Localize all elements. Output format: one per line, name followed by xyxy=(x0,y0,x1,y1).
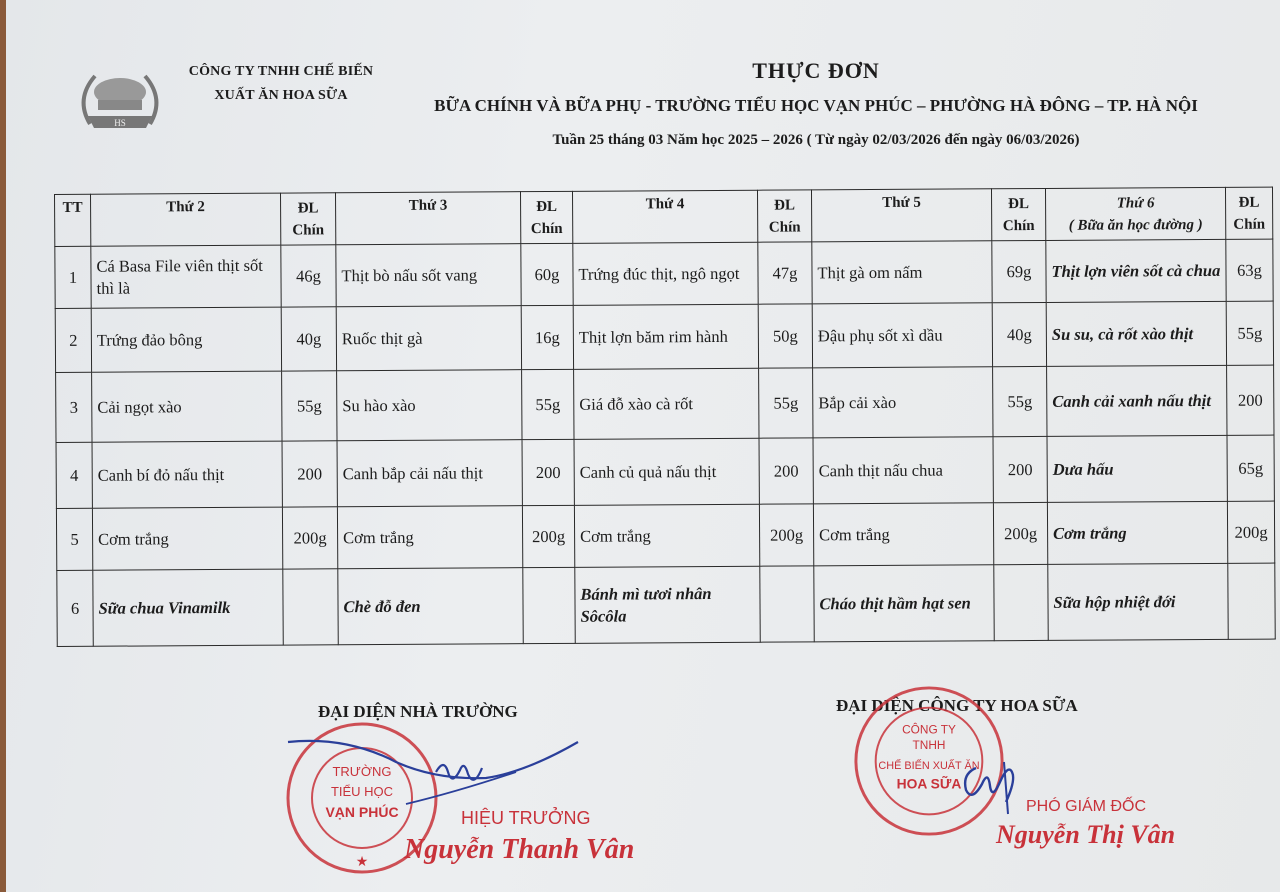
weight-thu3: 200g xyxy=(522,505,574,567)
header-dl xyxy=(757,190,811,242)
menu-document xyxy=(6,0,1280,892)
deputy-director-role: PHÓ GIÁM ĐỐC xyxy=(1026,798,1147,815)
dish-thu2: Trứng đảo bông xyxy=(91,307,281,372)
weight-thu2 xyxy=(283,569,338,645)
header-tt: TT xyxy=(55,194,91,246)
dish-thu5: Cháo thịt hầm hạt sen xyxy=(814,565,994,642)
company-logo-icon xyxy=(70,64,170,136)
dish-thu4: Canh củ quả nấu thịt xyxy=(574,438,759,505)
dish-thu3: Canh bắp cải nấu thịt xyxy=(337,440,522,507)
dish-thu4: Bánh mì tươi nhân Sôcôla xyxy=(575,566,760,643)
header-dl-line2: Chín xyxy=(1002,217,1035,234)
dish-thu2: Cải ngọt xào xyxy=(92,371,282,442)
header-thu6 xyxy=(1045,187,1225,240)
dish-thu6: Canh cải xanh nấu thịt xyxy=(1047,365,1227,436)
dish-thu5: Bắp cải xào xyxy=(813,367,993,438)
header-thu4: Thứ 4 xyxy=(572,190,757,243)
principal-signature-icon xyxy=(286,732,586,812)
dish-thu2: Cá Basa File viên thịt sốt thì là xyxy=(91,245,281,308)
weight-thu6: 63g xyxy=(1226,239,1273,301)
school-stamp-line-2: TIỂU HỌC xyxy=(330,784,394,799)
row-number: 2 xyxy=(55,308,91,372)
header-thu5: Thứ 5 xyxy=(811,189,991,242)
dish-thu3: Chè đỗ đen xyxy=(338,568,523,645)
company-line-2: XUẤT ĂN HOA SỮA xyxy=(214,88,348,103)
header-dl xyxy=(520,191,572,243)
row-number: 4 xyxy=(56,442,92,508)
header-dl-line2: Chín xyxy=(292,221,325,239)
dish-thu6: Thịt lợn viên sốt cà chua xyxy=(1046,239,1226,302)
table-row xyxy=(56,435,1274,508)
company-stamp-line-4: HOA SỮA xyxy=(896,775,962,792)
weight-thu2: 40g xyxy=(281,307,336,371)
school-representative-title: ĐẠI DIỆN NHÀ TRƯỜNG xyxy=(318,702,518,721)
weight-thu2: 55g xyxy=(282,371,337,441)
dish-thu6: Sữa hộp nhiệt đới xyxy=(1048,563,1228,640)
weight-thu3 xyxy=(523,567,575,643)
row-number: 3 xyxy=(56,372,92,442)
header-dl-line1: ĐL xyxy=(774,196,796,214)
dish-thu2: Cơm trắng xyxy=(92,507,282,570)
school-stamp-line-3: VẠN PHÚC xyxy=(325,804,399,820)
row-number: 6 xyxy=(57,570,93,646)
header-dl-line1: ĐL xyxy=(1238,194,1260,211)
dish-thu2: Sữa chua Vinamilk xyxy=(93,569,283,646)
dish-thu5: Cơm trắng xyxy=(813,503,993,566)
header-thu3: Thứ 3 xyxy=(335,192,520,245)
dish-thu4: Trứng đúc thịt, ngô ngọt xyxy=(573,242,758,305)
header-dl-line2: Chín xyxy=(768,218,801,236)
dish-thu5: Canh thịt nấu chua xyxy=(813,437,993,504)
weight-thu5: 40g xyxy=(992,302,1046,366)
table-row xyxy=(57,563,1275,646)
weight-thu6: 65g xyxy=(1227,435,1274,501)
table-row xyxy=(56,501,1274,570)
header-dl xyxy=(280,193,335,245)
table-row xyxy=(56,365,1274,442)
deputy-director-name: Nguyễn Thị Vân xyxy=(996,820,1176,849)
row-number: 1 xyxy=(55,246,91,308)
header-dl-line1: ĐL xyxy=(1008,195,1030,212)
weight-thu4: 47g xyxy=(758,242,812,304)
dish-thu3: Cơm trắng xyxy=(337,506,522,569)
dish-thu4: Cơm trắng xyxy=(574,504,759,567)
weight-thu6 xyxy=(1228,563,1275,639)
row-number: 5 xyxy=(56,508,92,570)
header-thu2: Thứ 2 xyxy=(91,193,281,246)
header-dl-line2: Chín xyxy=(1233,216,1266,233)
dish-thu3: Ruốc thịt gà xyxy=(336,306,521,371)
logo-text: HS xyxy=(114,118,126,128)
weight-thu5: 55g xyxy=(993,366,1047,436)
dish-thu6: Su su, cà rốt xào thịt xyxy=(1046,301,1226,366)
principal-role: HIỆU TRƯỞNG xyxy=(461,808,591,828)
table-row xyxy=(55,301,1273,372)
document-subtitle: BỮA CHÍNH VÀ BỮA PHỤ - TRƯỜNG TIỂU HỌC VẠN PHÚC – PHƯỜNG HÀ ĐÔNG – TP. HÀ NỘI xyxy=(434,96,1198,115)
weight-thu5: 69g xyxy=(992,240,1046,302)
table-header-row xyxy=(55,187,1273,246)
weight-thu4: 200 xyxy=(759,438,813,504)
weight-thu5: 200g xyxy=(993,502,1047,564)
weight-thu3: 200 xyxy=(522,439,574,505)
document-title: THỰC ĐƠN xyxy=(752,58,880,83)
weight-thu3: 16g xyxy=(521,305,573,369)
dish-thu4: Thịt lợn băm rim hành xyxy=(573,304,758,369)
header-dl xyxy=(1225,187,1272,239)
weight-thu2: 200g xyxy=(282,507,337,569)
principal-name: Nguyễn Thanh Vân xyxy=(404,834,635,865)
weight-thu4: 50g xyxy=(758,304,812,368)
dish-thu4: Giá đỗ xào cà rốt xyxy=(574,368,759,439)
company-stamp-line-2: TNHH xyxy=(912,738,946,753)
weight-thu5 xyxy=(994,564,1048,640)
table-row xyxy=(55,239,1273,308)
weight-thu4: 55g xyxy=(759,368,813,438)
company-stamp-line-3: CHẾ BIẾN XUẤT ĂN xyxy=(878,759,980,772)
weight-thu3: 60g xyxy=(521,243,573,305)
dish-thu6: Dưa hấu xyxy=(1047,435,1227,502)
header-dl-line2: Chín xyxy=(530,220,563,237)
menu-table xyxy=(54,187,1276,647)
weight-thu2: 200 xyxy=(282,441,337,507)
school-stamp-line-1: TRƯỜNG xyxy=(332,764,392,779)
header-thu6-line2: ( Bữa ăn học đường ) xyxy=(1068,216,1203,234)
company-representative-title: ĐẠI DIỆN CÔNG TY HOA SỮA xyxy=(836,696,1078,715)
dish-thu3: Su hào xào xyxy=(337,370,522,441)
header-dl-line1: ĐL xyxy=(297,199,319,217)
weight-thu4: 200g xyxy=(759,504,813,566)
svg-text:★: ★ xyxy=(355,855,369,870)
header-thu6-line1: Thứ 6 xyxy=(1116,194,1155,212)
weight-thu4 xyxy=(760,566,814,642)
weight-thu6: 55g xyxy=(1226,301,1273,365)
dish-thu5: Đậu phụ sốt xì dầu xyxy=(812,303,992,368)
company-line-1: CÔNG TY TNHH CHẾ BIẾN xyxy=(188,64,374,79)
weight-thu6: 200 xyxy=(1227,365,1274,435)
header-dl xyxy=(991,188,1045,240)
week-info: Tuần 25 tháng 03 Năm học 2025 – 2026 ( Từ ngày 02/03/2026 đến ngày 06/03/2026) xyxy=(552,132,1080,148)
weight-thu6: 200g xyxy=(1227,501,1274,563)
header-dl-line1: ĐL xyxy=(536,198,558,215)
dish-thu5: Thịt gà om nấm xyxy=(812,241,992,304)
company-stamp-line-1: CÔNG TY xyxy=(902,722,956,737)
dish-thu2: Canh bí đỏ nấu thịt xyxy=(92,441,282,508)
dish-thu6: Cơm trắng xyxy=(1047,501,1227,564)
weight-thu2: 46g xyxy=(281,245,336,307)
dish-thu3: Thịt bò nấu sốt vang xyxy=(336,244,521,307)
weight-thu5: 200 xyxy=(993,436,1047,502)
weight-thu3: 55g xyxy=(522,369,574,439)
